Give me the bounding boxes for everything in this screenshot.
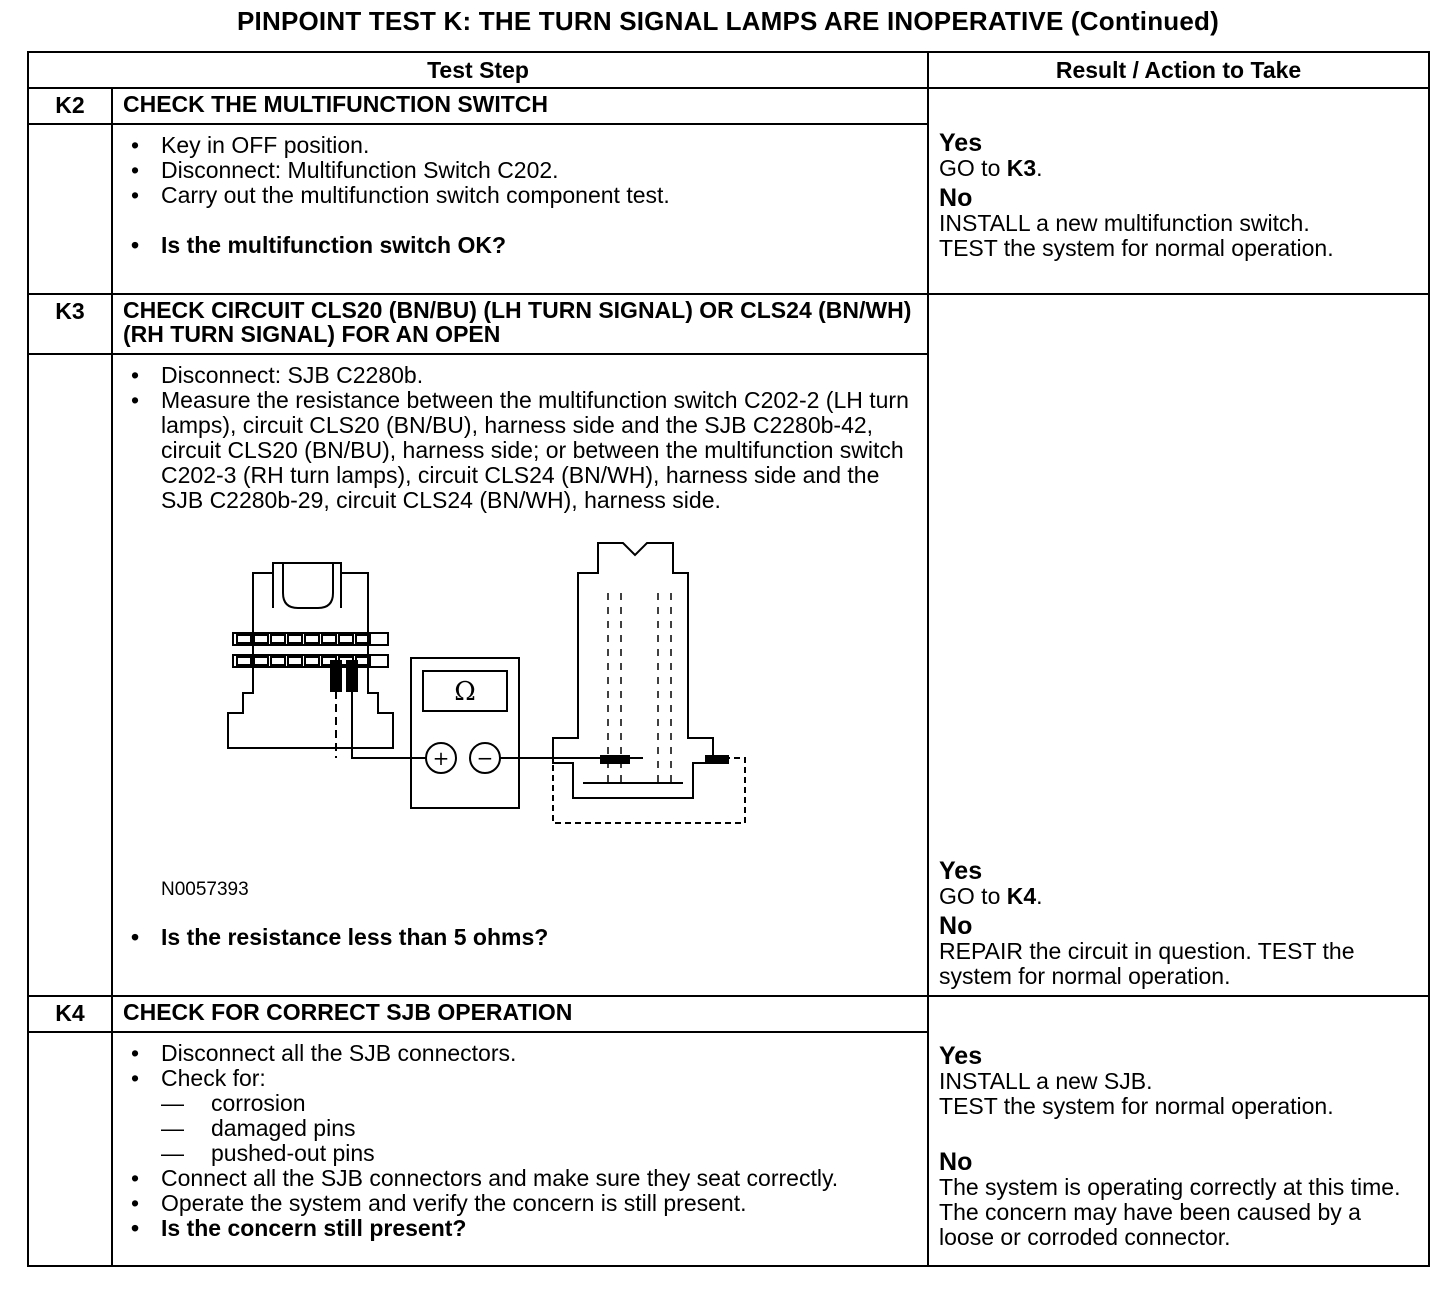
k3-result [928,294,1429,996]
k3-body [112,354,928,996]
k4-step-3: • Connect all the SJB connectors and make sure they seat correctly. [123,1166,919,1191]
k2-result [928,88,1429,294]
page-title: PINPOINT TEST K: THE TURN SIGNAL LAMPS ARE INOPERATIVE (Continued) [237,6,1219,36]
k2-no-action-2: TEST the system for normal operation. [939,235,1334,261]
k4-question: • Is the concern still present? [123,1216,919,1241]
test-leads [336,691,745,823]
k4-yes-action-1: INSTALL a new SJB. [939,1068,1153,1094]
minus-terminal-label: − [476,746,494,770]
k3-step-2: • Measure the resistance between the multifunction switch C202-2 (LH turn lamps), circuit CLS20 (BN/BU), harness side and the SJB C2280b-42, circuit CLS20 (BN/BU), harness side; or between the multifunction switch C202-3 (RH turn lamps), circuit CLS24 (BN/WH), harness side and the SJB C2280b-29, circuit CLS24 (BN/WH), harness side. [123,388,919,513]
figure-id: N0057393 [161,879,249,900]
pinpoint-test-table [27,51,1430,1267]
connector-pins-top [237,635,370,643]
k2-step-2: • Disconnect: Multifunction Switch C202. [123,158,919,183]
k3-yes-ref[interactable]: K4 [1006,883,1037,909]
k4-no-label: No [939,1148,973,1176]
k2-body [112,124,928,294]
k3-step-1: • Disconnect: SJB C2280b. [123,363,919,388]
k3-step-id: K3 [28,294,112,354]
k4-result [928,996,1429,1266]
k3-step-heading: CHECK CIRCUIT CLS20 (BN/BU) (LH TURN SIGNAL) OR CLS24 (BN/WH) (RH TURN SIGNAL) FOR AN OPEN [112,294,928,354]
k3-no-label: No [939,912,973,940]
k4-check-item: — corrosion [161,1091,919,1116]
k4-step-1: • Disconnect all the SJB connectors. [123,1041,919,1066]
k3-question: • Is the resistance less than 5 ohms? [123,925,919,950]
header-row [28,52,1429,88]
k4-yes-label: Yes [939,1042,983,1070]
ohm-symbol: Ω [454,677,476,707]
resistance-test-figure [123,533,763,873]
k4-yes-action-2: TEST the system for normal operation. [939,1093,1334,1119]
k2-question: • Is the multifunction switch OK? [123,233,919,258]
k2-no-action-1: INSTALL a new multifunction switch. [939,210,1310,236]
k3-yes-action: GO to K4. [939,883,1043,909]
k4-check-item: — damaged pins [161,1116,919,1141]
k4-step-2: • Check for: — corrosion — damaged pins — pushed-out pins [123,1066,919,1166]
test-step-header: Test Step [28,52,928,88]
k2-step-heading: CHECK THE MULTIFUNCTION SWITCH [112,88,928,124]
plus-terminal-label: + [432,746,450,770]
k3-heading-row [28,294,1429,354]
k2-step-1: • Key in OFF position. [123,133,919,158]
k4-no-action: The system is operating correctly at this time. The concern may have been caused by a loose or corroded connector. [939,1174,1401,1250]
k2-yes-ref[interactable]: K3 [1006,155,1037,181]
k4-step-heading: CHECK FOR CORRECT SJB OPERATION [112,996,928,1032]
k2-step-3: • Carry out the multifunction switch component test. [123,183,919,208]
multifunction-switch-connector [228,563,393,748]
k2-step-id: K2 [28,88,112,124]
result-header: Result / Action to Take [928,52,1429,88]
ohmmeter [411,658,519,808]
k4-step-id: K4 [28,996,112,1032]
k4-body [112,1032,928,1266]
k4-check-list [161,1091,919,1166]
k4-heading-row [28,996,1429,1032]
k3-no-action: REPAIR the circuit in question. TEST the system for normal operation. [939,938,1355,989]
k2-no-label: No [939,184,973,212]
sjb-connector [553,543,728,798]
k4-check-item: — pushed-out pins [161,1141,919,1166]
k2-heading-row [28,88,1429,124]
k2-yes-action: GO to K3. [939,155,1043,181]
k4-step-4: • Operate the system and verify the concern is still present. [123,1191,919,1216]
k3-yes-label: Yes [939,857,983,885]
k2-yes-label: Yes [939,129,983,157]
sjb-pin-columns [608,593,671,783]
